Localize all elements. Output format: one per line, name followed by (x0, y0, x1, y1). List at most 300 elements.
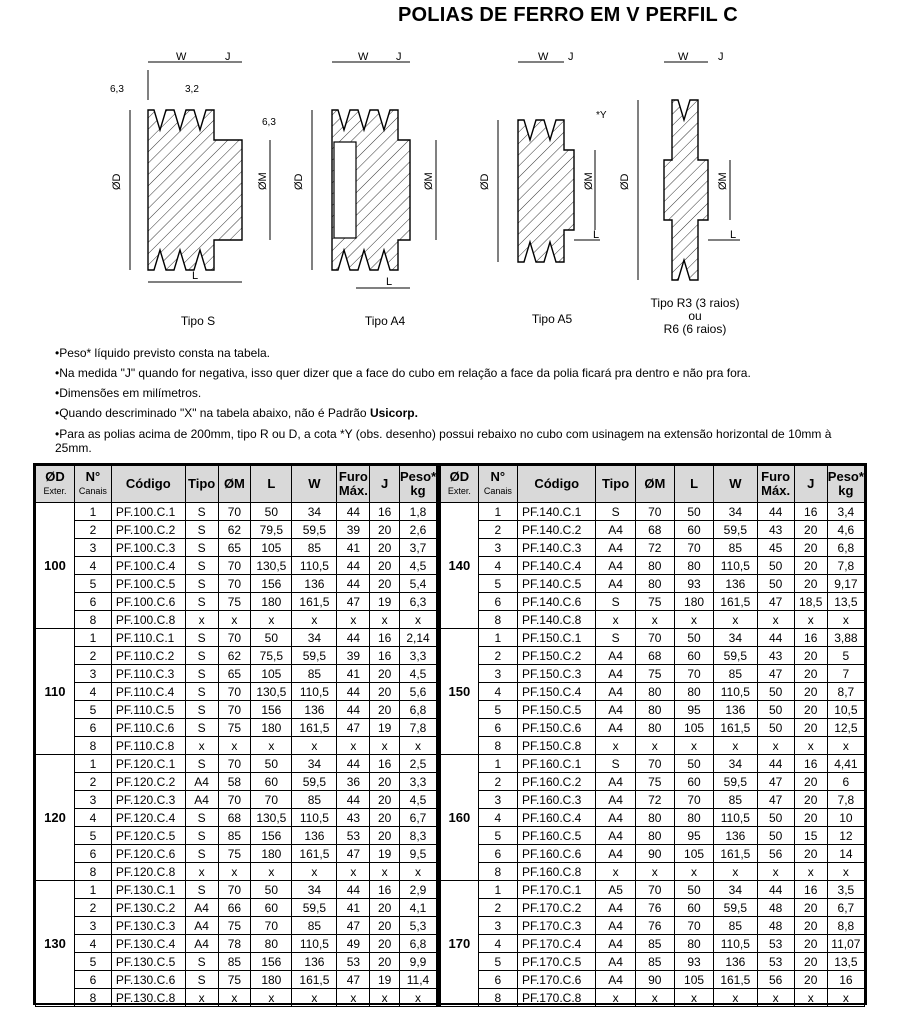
table-cell: 53 (757, 953, 794, 971)
table-cell: 161,5 (292, 719, 337, 737)
table-cell: S (185, 953, 218, 971)
table-cell: 8 (74, 989, 111, 1007)
table-cell: 70 (218, 557, 251, 575)
table-cell: x (674, 863, 713, 881)
table-cell: 130,5 (251, 557, 292, 575)
table-cell: 20 (794, 917, 827, 935)
table-cell: x (370, 737, 400, 755)
table-row (36, 755, 437, 773)
table-cell: 75 (635, 665, 674, 683)
table-row (36, 845, 437, 863)
table-cell: A4 (596, 845, 635, 863)
table-cell: 2 (478, 899, 517, 917)
table-cell: 43 (337, 809, 370, 827)
table-cell: x (370, 989, 400, 1007)
table-cell: 47 (337, 971, 370, 989)
table-cell: 8 (478, 611, 517, 629)
table-cell: 70 (251, 791, 292, 809)
table-cell: 156 (251, 827, 292, 845)
table-cell: 4 (478, 935, 517, 953)
table-cell: 60 (674, 521, 713, 539)
table-cell: x (757, 863, 794, 881)
rough-s1: 6,3 (110, 84, 124, 95)
table-cell: PF.140.C.1 (517, 503, 595, 521)
table-cell: PF.170.C.1 (517, 881, 595, 899)
table-cell: 60 (674, 773, 713, 791)
table-cell: x (251, 863, 292, 881)
table-cell: x (337, 737, 370, 755)
diameter-cell: 110 (36, 629, 75, 755)
table-cell: 7,8 (400, 719, 437, 737)
table-cell: PF.160.C.2 (517, 773, 595, 791)
table-cell: PF.100.C.1 (111, 503, 185, 521)
brand-name: Usicorp. (369, 406, 418, 420)
table-cell: 20 (794, 647, 827, 665)
table-cell: x (596, 737, 635, 755)
table-cell: 85 (635, 935, 674, 953)
table-cell: PF.110.C.8 (111, 737, 185, 755)
table-cell: 44 (757, 755, 794, 773)
table-cell: 13,5 (827, 953, 864, 971)
table-cell: 80 (251, 935, 292, 953)
table-cell: 105 (674, 719, 713, 737)
table-cell: 75 (635, 593, 674, 611)
table-cell: PF.160.C.4 (517, 809, 595, 827)
table-cell: PF.100.C.5 (111, 575, 185, 593)
table-cell: 59,5 (714, 899, 757, 917)
table-cell: A4 (596, 935, 635, 953)
col-peso: Peso* kg (827, 466, 864, 503)
table-cell: 59,5 (714, 647, 757, 665)
table-cell: 47 (337, 845, 370, 863)
table-cell: S (596, 593, 635, 611)
table-cell: 20 (370, 773, 400, 791)
drawing-tipo-a5 (479, 51, 607, 262)
table-cell: 3 (74, 917, 111, 935)
table-cell: PF.120.C.1 (111, 755, 185, 773)
table-cell: x (185, 863, 218, 881)
table-cell: PF.130.C.2 (111, 899, 185, 917)
table-cell: 3 (74, 539, 111, 557)
table-cell: PF.110.C.1 (111, 629, 185, 647)
table-cell: 70 (218, 629, 251, 647)
table-row (439, 701, 865, 719)
table-row (439, 755, 865, 773)
table-cell: S (185, 665, 218, 683)
table-cell: 4,1 (400, 899, 437, 917)
table-cell: S (185, 521, 218, 539)
table-cell: 80 (635, 683, 674, 701)
table-cell: 56 (757, 845, 794, 863)
table-cell: A4 (185, 899, 218, 917)
table-cell: 50 (674, 881, 713, 899)
table-cell: 68 (635, 647, 674, 665)
table-cell: 75 (218, 971, 251, 989)
table-cell: 85 (292, 917, 337, 935)
table-cell: 50 (757, 575, 794, 593)
table-cell: x (794, 611, 827, 629)
table-cell: 50 (251, 881, 292, 899)
col-w: W (292, 466, 337, 503)
table-cell: 20 (370, 665, 400, 683)
table-cell: 6 (478, 593, 517, 611)
table-cell: 50 (251, 503, 292, 521)
table-cell: 60 (674, 647, 713, 665)
table-cell: PF.120.C.4 (111, 809, 185, 827)
table-cell: 180 (251, 845, 292, 863)
table-cell: 85 (292, 665, 337, 683)
table-cell: 2 (74, 521, 111, 539)
col-m: ØM (218, 466, 251, 503)
table-cell: 70 (218, 683, 251, 701)
table-cell: 34 (714, 755, 757, 773)
table-cell: 110,5 (714, 557, 757, 575)
dim-j-a4: J (396, 51, 402, 63)
table-cell: 3 (478, 917, 517, 935)
table-row (36, 917, 437, 935)
table-row (36, 503, 437, 521)
table-cell: 80 (635, 827, 674, 845)
table-row (36, 737, 437, 755)
table-cell: 5 (478, 953, 517, 971)
table-cell: 7 (827, 665, 864, 683)
table-cell: 53 (337, 953, 370, 971)
table-cell: PF.120.C.3 (111, 791, 185, 809)
table-cell: 19 (370, 845, 400, 863)
table-cell: 20 (794, 899, 827, 917)
table-cell: 95 (674, 827, 713, 845)
table-cell: 20 (794, 773, 827, 791)
table-cell: 6,8 (827, 539, 864, 557)
table-cell: 9,5 (400, 845, 437, 863)
note-1: •Peso* líquido previsto consta na tabela. (55, 346, 271, 360)
table-cell: 16 (794, 755, 827, 773)
table-cell: 5,3 (400, 917, 437, 935)
table-cell: 44 (337, 557, 370, 575)
table-cell: 5,4 (400, 575, 437, 593)
dim-w-a5: W (538, 51, 549, 63)
table-cell: PF.160.C.5 (517, 827, 595, 845)
table-cell: 156 (251, 575, 292, 593)
table-cell: x (635, 611, 674, 629)
table-cell: PF.100.C.3 (111, 539, 185, 557)
table-cell: x (714, 611, 757, 629)
table-cell: S (185, 629, 218, 647)
table-cell: 48 (757, 899, 794, 917)
table-cell: 5 (478, 575, 517, 593)
table-cell: 4 (478, 683, 517, 701)
table-cell: 2 (478, 647, 517, 665)
table-cell: 180 (251, 593, 292, 611)
table-row (36, 701, 437, 719)
table-cell: 5 (827, 647, 864, 665)
table-cell: S (185, 971, 218, 989)
table-row (36, 629, 437, 647)
table-cell: 12 (827, 827, 864, 845)
table-cell: PF.140.C.5 (517, 575, 595, 593)
table-cell: PF.130.C.6 (111, 971, 185, 989)
col-peso: Peso* kg (400, 466, 437, 503)
table-cell: 50 (674, 503, 713, 521)
table-cell: PF.100.C.2 (111, 521, 185, 539)
table-cell: 6 (74, 971, 111, 989)
table-cell: 44 (337, 701, 370, 719)
table-row (439, 665, 865, 683)
table-cell: x (185, 737, 218, 755)
table-cell: 1,8 (400, 503, 437, 521)
table-cell: S (185, 755, 218, 773)
table-cell: A4 (596, 809, 635, 827)
table-cell: 1 (478, 503, 517, 521)
dim-l-a5: L (593, 229, 600, 241)
col-n: N° Canais (478, 466, 517, 503)
table-cell: 2,14 (400, 629, 437, 647)
table-cell: S (185, 827, 218, 845)
table-cell: 48 (757, 917, 794, 935)
table-cell: 161,5 (292, 971, 337, 989)
dim-d-a5: ØD (479, 173, 491, 190)
table-cell: 130,5 (251, 683, 292, 701)
table-cell: 14 (827, 845, 864, 863)
table-cell: x (218, 989, 251, 1007)
table-cell: 85 (292, 539, 337, 557)
table-cell: S (185, 503, 218, 521)
table-row (36, 719, 437, 737)
table-cell: x (827, 863, 864, 881)
table-cell: 53 (337, 827, 370, 845)
table-cell: S (185, 539, 218, 557)
table-cell: 5 (74, 701, 111, 719)
table-cell: x (337, 989, 370, 1007)
table-cell: 16 (794, 629, 827, 647)
table-cell: 80 (674, 557, 713, 575)
table-cell: PF.150.C.1 (517, 629, 595, 647)
table-cell: 161,5 (714, 971, 757, 989)
table-cell: 2 (74, 899, 111, 917)
table-row (36, 899, 437, 917)
table-row (36, 953, 437, 971)
table-cell: PF.170.C.3 (517, 917, 595, 935)
table-cell: 110,5 (292, 683, 337, 701)
table-cell: PF.140.C.2 (517, 521, 595, 539)
table-cell: 85 (714, 791, 757, 809)
table-cell: 3,4 (827, 503, 864, 521)
col-m: ØM (635, 466, 674, 503)
table-row (439, 809, 865, 827)
table-cell: A4 (596, 899, 635, 917)
label-tipo-a4: Tipo A4 (364, 314, 406, 328)
table-cell: PF.150.C.2 (517, 647, 595, 665)
label-tipo-r (635, 297, 755, 336)
table-cell: 110,5 (714, 935, 757, 953)
table-cell: 7,8 (827, 791, 864, 809)
table-cell: 5 (478, 701, 517, 719)
table-cell: 41 (337, 899, 370, 917)
table-cell: 6,8 (400, 701, 437, 719)
table-row (439, 611, 865, 629)
table-cell: PF.170.C.5 (517, 953, 595, 971)
table-cell: 36 (337, 773, 370, 791)
table-cell: x (714, 863, 757, 881)
table-cell: 9,17 (827, 575, 864, 593)
table-cell: PF.140.C.4 (517, 557, 595, 575)
table-cell: 1 (478, 881, 517, 899)
table-cell: 70 (635, 881, 674, 899)
table-cell: 85 (635, 953, 674, 971)
table-cell: 34 (292, 629, 337, 647)
table-cell: A4 (185, 791, 218, 809)
diameter-cell: 160 (439, 755, 478, 881)
table-row (439, 917, 865, 935)
table-cell: 75 (218, 719, 251, 737)
table-cell: 44 (757, 881, 794, 899)
table-cell: 44 (337, 881, 370, 899)
col-codigo: Código (517, 466, 595, 503)
table-cell: 3,5 (827, 881, 864, 899)
table-cell: PF.120.C.5 (111, 827, 185, 845)
table-cell: 20 (370, 575, 400, 593)
col-n: N° Canais (74, 466, 111, 503)
table-cell: 80 (635, 557, 674, 575)
col-l: L (251, 466, 292, 503)
table-cell: 20 (370, 953, 400, 971)
table-row (36, 575, 437, 593)
table-cell: 3 (74, 791, 111, 809)
table-cell: PF.150.C.6 (517, 719, 595, 737)
table-row (36, 989, 437, 1007)
table-cell: 8 (478, 989, 517, 1007)
table-cell: 8 (74, 611, 111, 629)
table-cell: PF.120.C.8 (111, 863, 185, 881)
table-cell: 16 (370, 503, 400, 521)
diameter-cell: 140 (439, 503, 478, 629)
rough-s3: 6,3 (262, 117, 276, 128)
table-cell: 20 (794, 791, 827, 809)
table-row (36, 881, 437, 899)
table-cell: 8,8 (827, 917, 864, 935)
table-cell: 56 (757, 971, 794, 989)
table-cell: 66 (218, 899, 251, 917)
table-cell: A5 (596, 881, 635, 899)
table-cell: 5 (74, 953, 111, 971)
table-cell: 70 (674, 539, 713, 557)
table-cell: 4 (478, 557, 517, 575)
table-cell: PF.150.C.3 (517, 665, 595, 683)
table-cell: 47 (757, 665, 794, 683)
col-j: J (370, 466, 400, 503)
table-cell: PF.140.C.8 (517, 611, 595, 629)
table-cell: PF.160.C.6 (517, 845, 595, 863)
dim-l-r: L (730, 229, 737, 241)
table-cell: 70 (218, 575, 251, 593)
table-row (439, 773, 865, 791)
pulley-tables (33, 463, 867, 1005)
table-row (439, 683, 865, 701)
drawing-tipo-r (619, 51, 740, 280)
table-cell: PF.130.C.4 (111, 935, 185, 953)
table-cell: x (218, 611, 251, 629)
table-cell: 180 (251, 971, 292, 989)
table-cell: 34 (292, 503, 337, 521)
col-d: ØD Exter. (36, 466, 75, 503)
table-cell: 16 (794, 503, 827, 521)
table-cell: 59,5 (292, 899, 337, 917)
table-cell: 70 (218, 755, 251, 773)
table-cell: 20 (794, 809, 827, 827)
table-cell: x (794, 863, 827, 881)
table-cell: 6,7 (400, 809, 437, 827)
table-cell: 8 (74, 863, 111, 881)
table-cell: 20 (794, 719, 827, 737)
diameter-cell: 170 (439, 881, 478, 1007)
dim-j-s: J (225, 51, 231, 63)
table-cell: x (185, 989, 218, 1007)
table-cell: x (185, 611, 218, 629)
table-cell: 85 (218, 953, 251, 971)
table-cell: 105 (251, 665, 292, 683)
dim-w-a4: W (358, 51, 369, 63)
table-cell: x (827, 989, 864, 1007)
table-cell: 70 (218, 791, 251, 809)
table-cell: 34 (714, 881, 757, 899)
table-cell: 93 (674, 953, 713, 971)
table-cell: 58 (218, 773, 251, 791)
table-cell: x (251, 737, 292, 755)
table-cell: 180 (674, 593, 713, 611)
table-cell: PF.170.C.8 (517, 989, 595, 1007)
table-cell: 53 (757, 935, 794, 953)
table-cell: 47 (337, 917, 370, 935)
diameter-cell: 100 (36, 503, 75, 629)
table-right (437, 465, 865, 1007)
table-cell: PF.170.C.6 (517, 971, 595, 989)
table-row (439, 647, 865, 665)
table-cell: 2 (478, 521, 517, 539)
dim-j-a5: J (568, 51, 574, 63)
table-cell: PF.130.C.1 (111, 881, 185, 899)
table-row (439, 539, 865, 557)
table-cell: 6 (478, 719, 517, 737)
table-cell: 59,5 (292, 773, 337, 791)
table-cell: PF.140.C.6 (517, 593, 595, 611)
table-cell: x (292, 863, 337, 881)
table-cell: 20 (794, 575, 827, 593)
table-cell: 16 (370, 881, 400, 899)
table-cell: 85 (218, 827, 251, 845)
table-cell: x (251, 989, 292, 1007)
dim-l-a4: L (386, 276, 393, 288)
table-cell: 72 (635, 539, 674, 557)
table-cell: 47 (757, 593, 794, 611)
table-cell: PF.160.C.1 (517, 755, 595, 773)
table-cell: 44 (337, 503, 370, 521)
table-cell: 85 (714, 917, 757, 935)
table-cell: 4,6 (827, 521, 864, 539)
table-cell: 7,8 (827, 557, 864, 575)
table-cell: 6 (74, 845, 111, 863)
table-cell: 20 (370, 791, 400, 809)
table-row (36, 557, 437, 575)
table-row (439, 863, 865, 881)
table-cell: 4 (74, 557, 111, 575)
table-cell: 47 (337, 719, 370, 737)
table-cell: 43 (757, 521, 794, 539)
table-cell: 62 (218, 647, 251, 665)
table-row (439, 953, 865, 971)
table-cell: 20 (794, 971, 827, 989)
table-cell: A4 (185, 773, 218, 791)
table-cell: A4 (596, 683, 635, 701)
